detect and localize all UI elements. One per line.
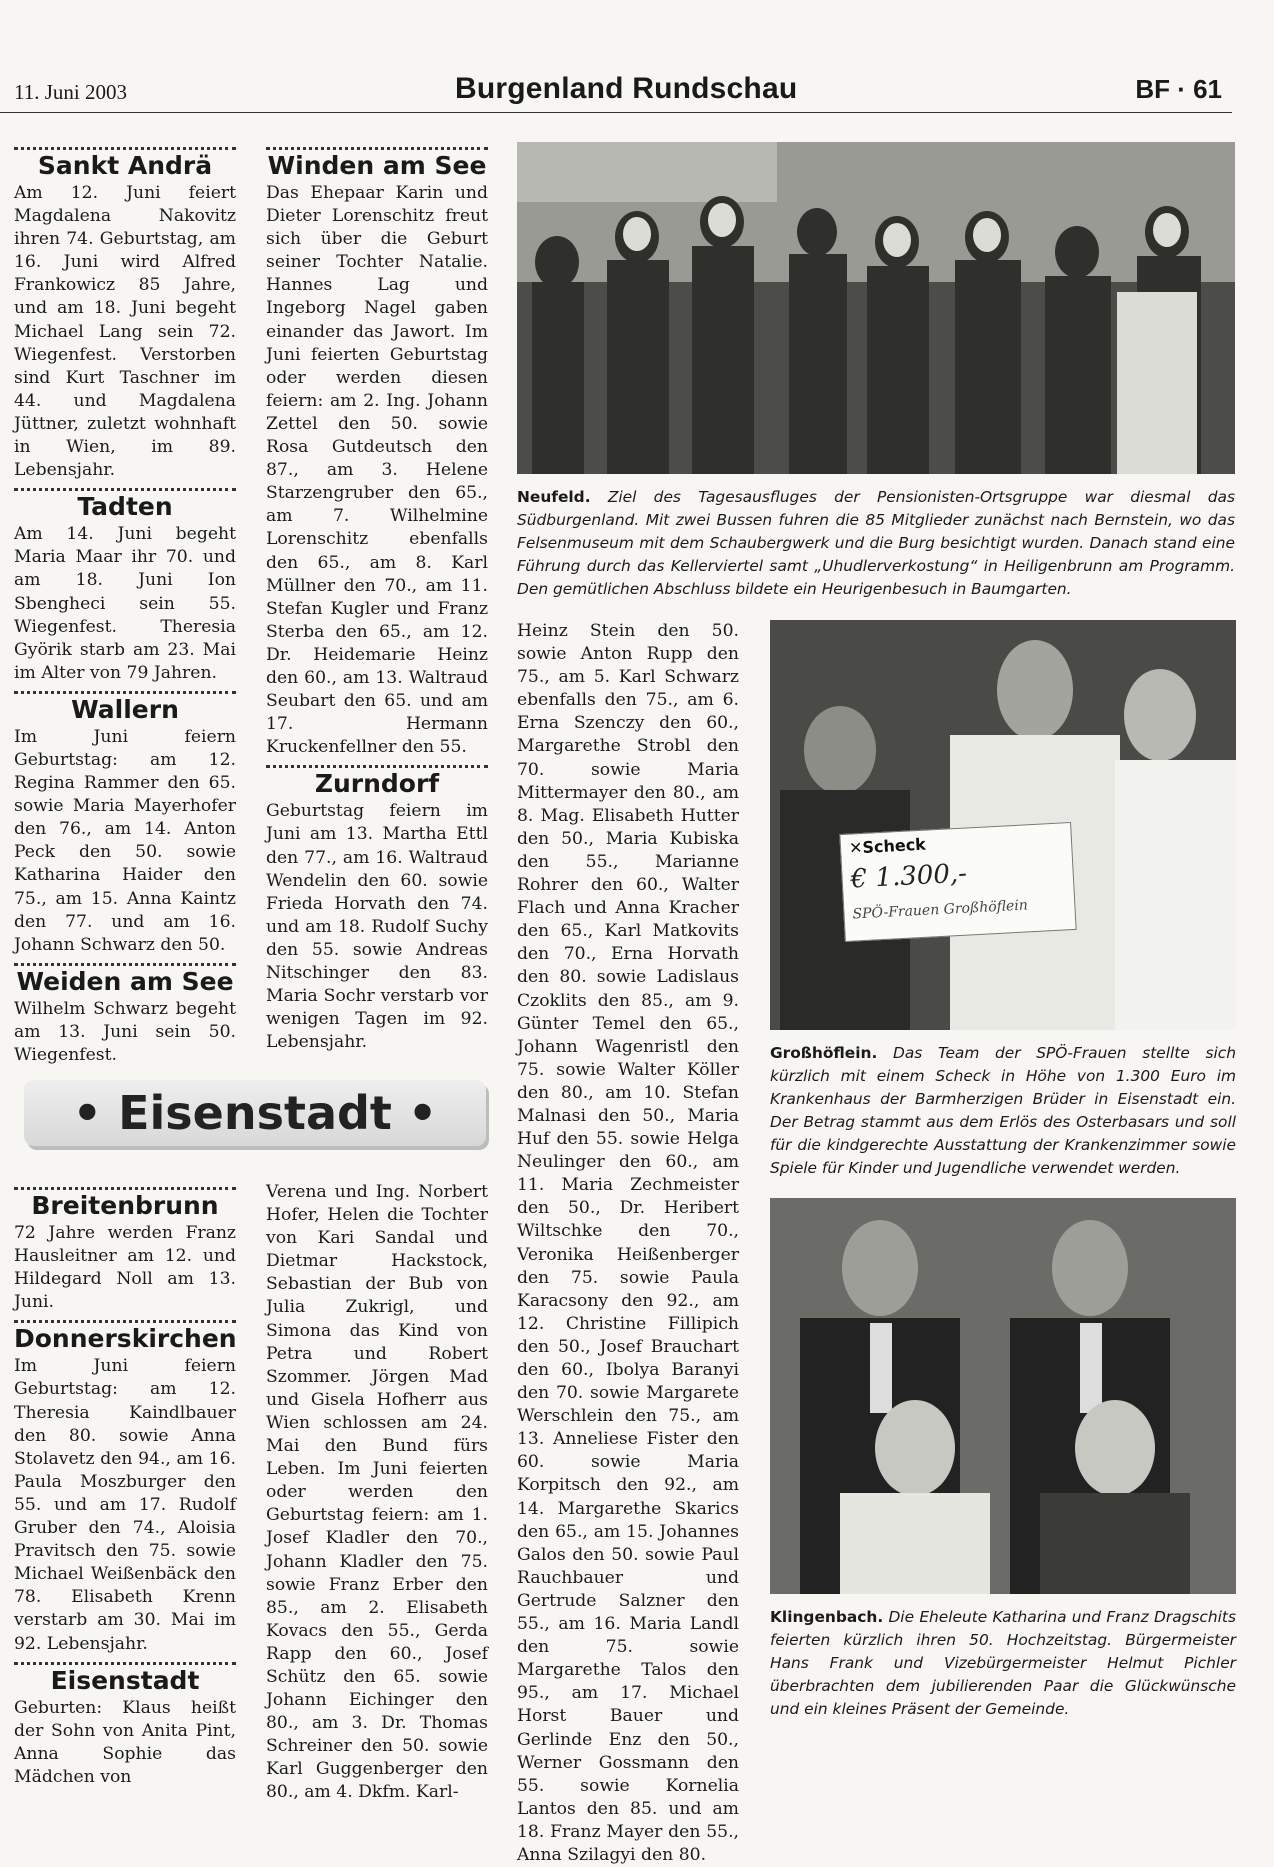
section-text: Das Ehepaar Karin und Dieter Lorenschitz freut sich über die Geburt seiner Tochter Natalie. Hannes Lag und Ingeborg Nagel gaben einander das Jawort. Im Juni feierten Geburtstag oder werden diesen feiern: am 2. Ing. Johann Zettel den 50. sowie Rosa Gutdeutsch den 87., am 3. Helene Starzengruber den 65., am 7. Wilhelmine Lorenschitz ebenfalls den 65., am 8. Karl Müllner den 70., am 11. Stefan Kugler und Franz Sterba den 65., am 12. Dr. Heidemarie Heinz den 60., am 13. Waltraud Seubart den 65. und am 17. Hermann Kruckenfellner den 55.	[266, 183, 488, 758]
photo-klingenbach-couple	[770, 1198, 1236, 1594]
section-text: Im Juni feiern Geburtstag: am 12. Theresia Kaindlbauer den 80. sowie Anna Stolavetz den 94., am 16. Paula Moszburger den 55. und am 17. Rudolf Gruber den 74., Aloisia Pravitsch den 75. sowie Michael Weißenbäck den 78. Elisabeth Krenn verstarb am 30. Mai im 92. Lebensjahr.	[14, 1356, 236, 1654]
caption-place: Neufeld.	[517, 488, 591, 506]
section-text: Am 14. Juni begeht Maria Maar ihr 70. und am 18. Juni Ion Sbengheci sein 55. Wiegenfest. Theresia Györik starb am 23. Mai im Alter von 79 Jahren.	[14, 524, 236, 683]
section-text: Im Juni feiern Geburtstag: am 12. Regina Rammer den 65. sowie Maria Mayerhofer den 76., am 14. Anton Peck den 50. sowie Katharina Haider den 75., am 15. Anna Kaintz den 77. und am 16. Johann Schwarz den 50.	[14, 726, 236, 955]
column-2-bottom	[266, 1181, 488, 1805]
section-heading: Sankt Andrä	[37, 151, 213, 180]
section-heading: Donnerskirchen	[14, 1324, 237, 1354]
check-line: SPÖ-Frauen Großhöflein	[852, 897, 1029, 923]
section-text: Heinz Stein den 50. sowie Anton Rupp den 75., am 5. Karl Schwarz ebenfalls den 75., am 6. Erna Szenczy den 60., Margarethe Strobl den 70. sowie Maria Mittermayer den 80., am 8. Mag. Elisabeth Hutter den 50., Maria Kubiska den 55., Marianne Rohrer den 60., Walter Flach und Anna Kracher den 65., Karl Matkovits den 70., Erna Horvath den 80. sowie Ladislaus Czoklits den 85., am 9. Günter Temel den 65., Johann Wagenristl den 75. sowie Walter Köller den 80., am 10. Stefan Malnasi den 50., Maria Huf den 55. sowie Helga Neulinger den 60., am 11. Maria Zechmeister den 50., Dr. Heribert Wiltschke den 70., Veronika Heißenberger den 75. sowie Paula Karacsony den 92., am 12. Christine Fillipich den 50., Josef Brauchart den 60., Ibolya Baranyi den 70. sowie Margarete Werschlein den 75., am 13. Anneliese Fister den 60. sowie Maria Korpitsch den 92., am 14. Margarethe Skarics den 65., am 15. Johannes Galos den 50. sowie Paul Rauchbauer und Gertrude Salzner den 55., am 16. Maria Landl den 75. sowie Margarethe Talos den 95., am 17. Michael Horst Bauer und Gerlinde Enz den 50., Werner Gossmann den 55. sowie Kornelia Lantos den 85. und am 18. Franz Mayer den 55., Anna Szilagyi den 80.	[517, 621, 739, 1865]
section-heading: Weiden am See	[16, 966, 234, 996]
newspaper-title: Burgenland Rundschau	[455, 72, 798, 105]
column-1-bottom	[14, 1185, 236, 1789]
section-text: Geburtstag feiern im Juni am 13. Martha Ettl den 77., am 16. Waltraud Wendelin den 60. sowie Frieda Horvath den 74. und am 18. Rudolf Suchy den 55. sowie Andreas Nitschinger den 83. Maria Sochr verstarb vor wenigen Tagen im 92. Lebensjahr.	[266, 801, 488, 1053]
issue-date: 11. Juni 2003	[14, 80, 127, 104]
section-text: Wilhelm Schwarz begeht am 13. Juni sein 50. Wiegenfest.	[14, 998, 236, 1065]
section-heading: Eisenstadt	[50, 1665, 200, 1695]
caption-place: Klingenbach.	[770, 1608, 884, 1626]
check-amount: € 1.300,-	[849, 858, 968, 895]
caption-grosshoeflein	[770, 1042, 1236, 1180]
column-1-top	[14, 145, 236, 1067]
section-heading: Wallern	[71, 694, 179, 724]
check-card	[839, 822, 1076, 942]
caption-klingenbach	[770, 1606, 1236, 1721]
section-text: Verena und Ing. Norbert Hofer, Helen die Tochter von Kari Sandal und Dietmar Hackstock, Sebastian der Bub von Julia Zukrigl, und Simona das Kind von Petra und Robert Szommer. Jörgen Mad und Gisela Hofherr aus Wien schlossen am 24. Mai den Bund fürs Leben. Im Juni feierten oder werden den Geburtstag feiern: am 1. Josef Kladler den 70., Johann Kladler den 75. sowie Franz Erber den 85., am 2. Elisabeth Kovacs den 55., Gerda Rapp den 60., Josef Schütz den 65. sowie Johann Eichinger den 80., am 3. Dr. Thomas Schreiner den 50. sowie Karl Guggenberger den 80., am 4. Dkfm. Karl-	[266, 1182, 488, 1803]
section-text: Am 12. Juni feiert Magdalena Nakovitz ihren 74. Geburtstag, am 16. Juni wird Alfred Frankowicz 85 Jahre, und am 18. Juni begeht Michael Lang sein 72. Wiegenfest. Verstorben sind Kurt Taschner im 44. und Magdalena Jüttner, zuletzt wohnhaft in Wien, im 89. Lebensjahr.	[14, 183, 236, 481]
section-heading: Breitenbrunn	[31, 1191, 219, 1220]
page-number: BF · 61	[1135, 74, 1222, 104]
photo-neufeld-illustration	[517, 142, 1235, 474]
caption-text: Die Eheleute Katharina und Franz Dragschits feierten kürzlich ihren 50. Hochzeitstag. Bürgermeister Hans Frank und Vizebürgermeister Helmut Pichler überbrachten dem jubilierenden Paar die Glückwünsche und ein kleines Präsent der Gemeinde.	[770, 1608, 1236, 1718]
section-heading: Tadten	[77, 492, 173, 522]
column-3	[517, 620, 739, 1867]
photo-neufeld-group	[517, 142, 1235, 474]
section-heading: Zurndorf	[314, 769, 440, 799]
caption-text: Das Team der SPÖ-Frauen stellte sich kürzlich mit einem Scheck in Höhe von 1.300 Euro im Krankenhaus der Barmherzigen Brüder in Eisenstadt ein. Der Betrag stammt aus dem Erlös des Osterbasars und soll für die kindgerechte Ausstattung der Krankenzimmer sowie Spiele für Kinder und Jugendliche verwendet werden.	[770, 1044, 1236, 1177]
caption-place: Großhöflein.	[770, 1044, 878, 1062]
masthead	[0, 70, 1232, 113]
check-label: ✕Scheck	[848, 834, 927, 858]
section-text: Geburten: Klaus heißt der Sohn von Anita Pint, Anna Sophie das Mädchen von	[14, 1697, 236, 1787]
photo-grosshoeflein-check	[770, 620, 1236, 1030]
section-text: 72 Jahre werden Franz Hausleitner am 12. und Hildegard Noll am 13. Juni.	[14, 1223, 236, 1313]
column-2-top	[266, 145, 488, 1054]
caption-text: Ziel des Tagesausfluges der Pensionisten-Ortsgruppe war diesmal das Südburgenland. Mit zwei Bussen fuhren die 85 Mitglieder zunächst nach Bernstein, wo das Felsenmuseum mit dem Schaubergwerk und die Burg besichtigt wurden. Danach stand eine Führung durch das Kellerviertel samt „Uhudlerverkostung“ in Heiligenbrunn am Programm. Den gemütlichen Abschluss bildete ein Heurigenbesuch in Baumgarten.	[517, 488, 1235, 598]
photo-klingenbach-illustration	[770, 1198, 1236, 1594]
region-banner-eisenstadt: • Eisenstadt •	[24, 1080, 486, 1146]
caption-neufeld	[517, 486, 1235, 601]
section-heading: Winden am See	[267, 151, 487, 180]
